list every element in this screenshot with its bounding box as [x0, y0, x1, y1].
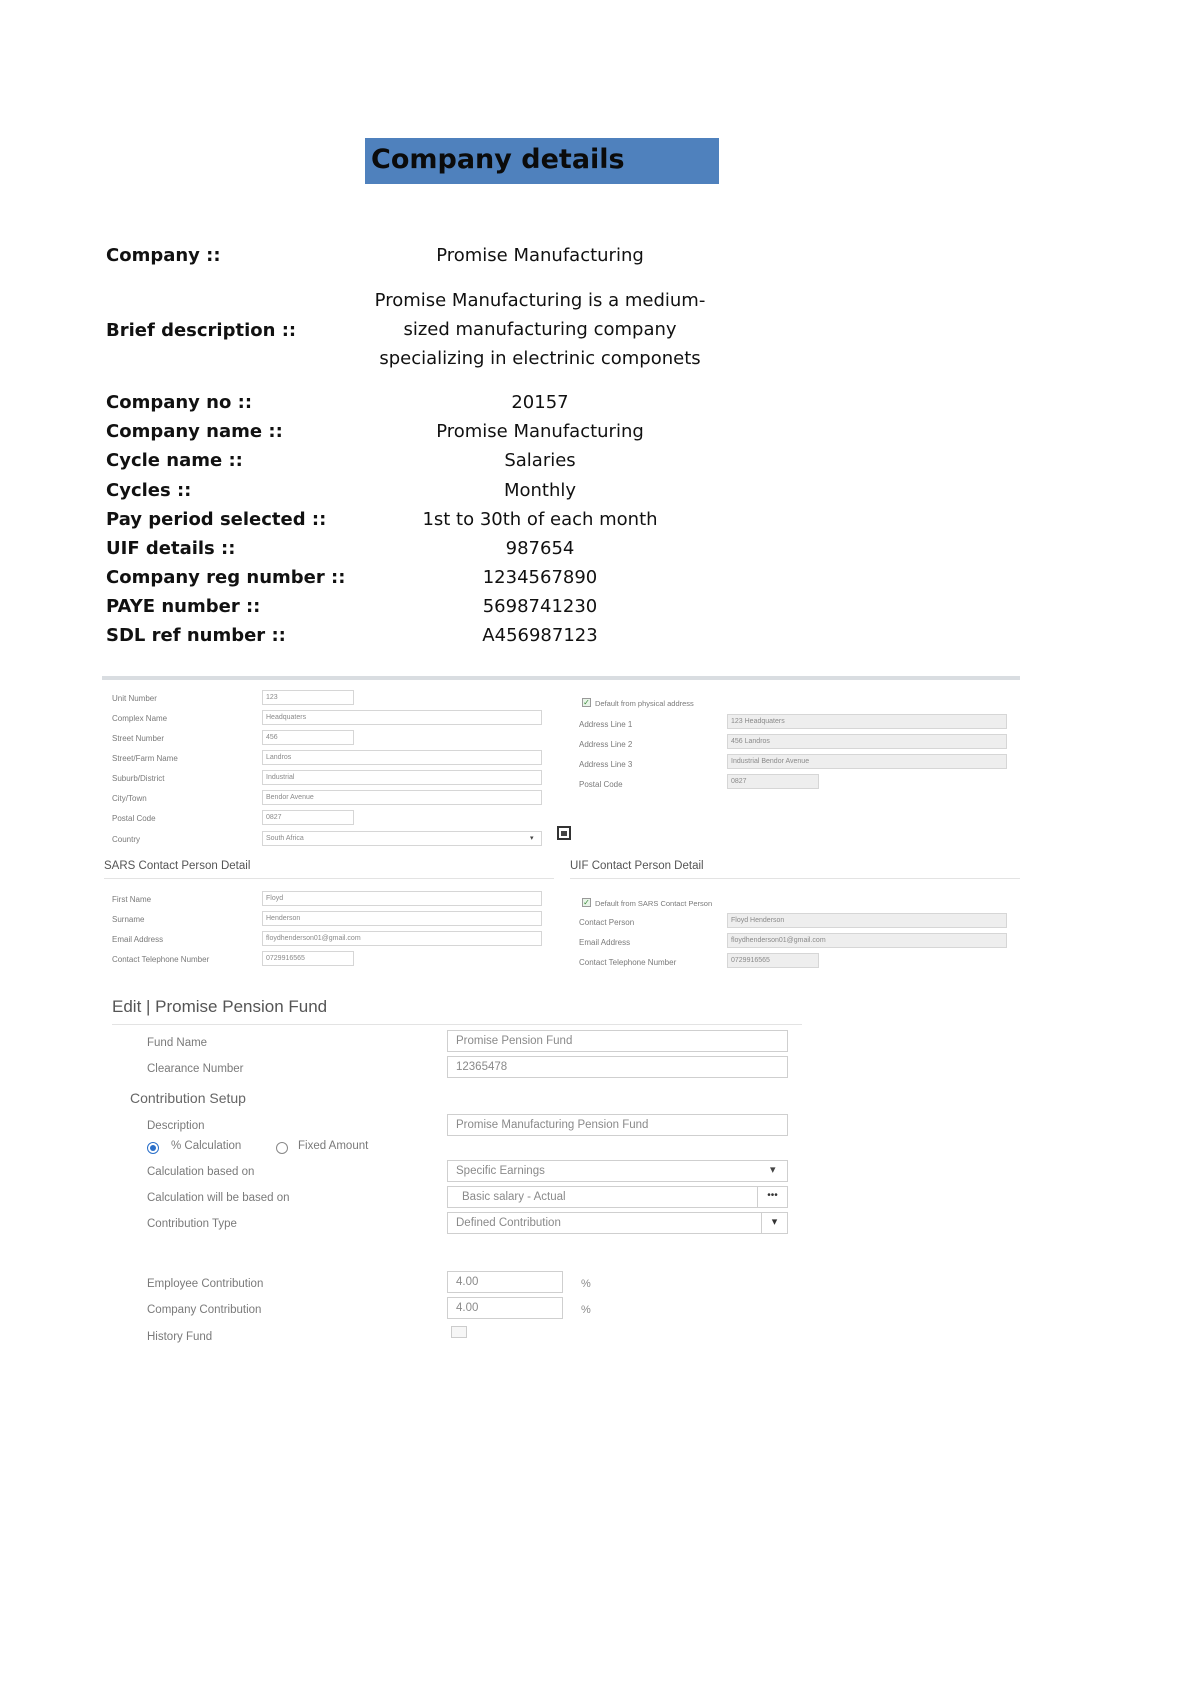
company-percent-sign: %: [581, 1304, 591, 1316]
uif-email-label: Email Address: [579, 938, 631, 947]
cycle-name-label: Cycle name ::: [106, 450, 243, 471]
calendar-icon[interactable]: [557, 826, 571, 840]
sars-first-name-input[interactable]: Floyd: [262, 891, 542, 906]
uif-details-value: 987654: [505, 538, 575, 559]
sars-email-input[interactable]: floydhenderson01@gmail.com: [262, 931, 542, 946]
clearance-number-input[interactable]: 12365478: [447, 1056, 788, 1078]
sars-first-name-label: First Name: [112, 895, 152, 904]
pay-period-label: Pay period selected ::: [106, 509, 327, 530]
uif-phone-label: Contact Telephone Number: [579, 958, 677, 967]
street-number-input[interactable]: 456: [262, 730, 354, 745]
complex-name-input[interactable]: Headquaters: [262, 710, 542, 725]
unit-number-label: Unit Number: [112, 694, 157, 703]
sdl-ref-label: SDL ref number ::: [106, 625, 286, 646]
calc-based-on-select[interactable]: Specific Earnings: [447, 1160, 788, 1182]
history-fund-label: History Fund: [147, 1331, 213, 1343]
uif-phone-input[interactable]: 0729916565: [727, 953, 819, 968]
sars-email-label: Email Address: [112, 935, 164, 944]
sars-phone-input[interactable]: 0729916565: [262, 951, 354, 966]
pension-title-rule: [112, 1024, 802, 1025]
country-select[interactable]: South Africa: [262, 831, 542, 846]
address-line3-input[interactable]: Industrial Bendor Avenue: [727, 754, 1007, 769]
contribution-type-label: Contribution Type: [147, 1218, 237, 1230]
company-name-label: Company name ::: [106, 421, 283, 442]
uif-contact-heading: UIF Contact Person Detail: [570, 860, 704, 872]
percent-calculation-radio[interactable]: [147, 1142, 159, 1154]
company-reg-value: 1234567890: [482, 567, 598, 588]
address-line1-input[interactable]: 123 Headquaters: [727, 714, 1007, 729]
title-banner: [365, 138, 719, 184]
ellipsis-button[interactable]: •••: [757, 1186, 788, 1208]
description-line: sized manufacturing company: [403, 319, 677, 340]
sars-contact-heading: SARS Contact Person Detail: [104, 860, 251, 872]
employee-contribution-input[interactable]: 4.00: [447, 1271, 563, 1293]
company-name-value: Promise Manufacturing: [436, 421, 644, 442]
screenshot-top-border: [102, 676, 1020, 680]
pension-title: Edit | Promise Pension Fund: [112, 997, 328, 1016]
page-title: Company details: [371, 144, 625, 175]
uif-details-label: UIF details ::: [106, 538, 236, 559]
street-number-label: Street Number: [112, 734, 165, 743]
employee-percent-sign: %: [581, 1278, 591, 1290]
description-label: Brief description ::: [106, 320, 297, 341]
clearance-number-label: Clearance Number: [147, 1063, 244, 1075]
company-label: Company ::: [106, 245, 221, 266]
fund-name-label: Fund Name: [147, 1037, 208, 1049]
sars-heading-rule: [104, 878, 554, 879]
employee-contribution-label: Employee Contribution: [147, 1278, 264, 1290]
physical-postal-code-input[interactable]: 0827: [727, 774, 819, 789]
street-farm-label: Street/Farm Name: [112, 754, 178, 763]
address-line2-label: Address Line 2: [579, 740, 633, 749]
uif-heading-rule: [570, 878, 1020, 879]
sars-surname-label: Surname: [112, 915, 145, 924]
fund-name-input[interactable]: Promise Pension Fund: [447, 1030, 788, 1052]
chevron-down-icon[interactable]: ▾: [770, 1164, 776, 1176]
pay-period-value: 1st to 30th of each month: [422, 509, 658, 530]
fixed-amount-radio[interactable]: [276, 1142, 288, 1154]
cycle-name-value: Salaries: [504, 450, 576, 471]
percent-calculation-label: % Calculation: [171, 1140, 242, 1152]
default-physical-label: Default from physical address: [595, 699, 694, 708]
company-contribution-input[interactable]: 4.00: [447, 1297, 563, 1319]
company-reg-label: Company reg number ::: [106, 567, 346, 588]
suburb-input[interactable]: Industrial: [262, 770, 542, 785]
history-fund-checkbox[interactable]: [451, 1326, 467, 1338]
uif-person-label: Contact Person: [579, 918, 635, 927]
default-sars-checkbox[interactable]: ✓: [583, 898, 590, 907]
unit-number-input[interactable]: 123: [262, 690, 354, 705]
country-label: Country: [112, 835, 141, 844]
sars-phone-label: Contact Telephone Number: [112, 955, 210, 964]
suburb-label: Suburb/District: [112, 774, 165, 783]
default-sars-label: Default from SARS Contact Person: [595, 899, 713, 908]
address-line3-label: Address Line 3: [579, 760, 633, 769]
postal-code-label: Postal Code: [112, 814, 156, 823]
paye-number-value: 5698741230: [482, 596, 598, 617]
cycles-value: Monthly: [503, 480, 577, 501]
city-input[interactable]: Bendor Avenue: [262, 790, 542, 805]
sars-surname-input[interactable]: Henderson: [262, 911, 542, 926]
address-line2-input[interactable]: 456 Landros: [727, 734, 1007, 749]
city-label: City/Town: [112, 794, 147, 803]
chevron-down-icon[interactable]: ▾: [530, 835, 534, 842]
chevron-down-icon[interactable]: ▾: [761, 1212, 788, 1234]
fixed-amount-label: Fixed Amount: [298, 1140, 369, 1152]
uif-person-input[interactable]: Floyd Henderson: [727, 913, 1007, 928]
calc-will-be-based-input[interactable]: Basic salary - Actual: [447, 1186, 758, 1208]
description-line: specializing in electrinic componets: [379, 348, 701, 369]
cycles-label: Cycles ::: [106, 480, 192, 501]
default-physical-checkbox[interactable]: ✓: [583, 698, 590, 707]
calc-based-on-label: Calculation based on: [147, 1166, 255, 1178]
pension-description-label: Description: [147, 1120, 205, 1132]
contribution-setup-heading: Contribution Setup: [130, 1090, 246, 1106]
uif-email-input[interactable]: floydhenderson01@gmail.com: [727, 933, 1007, 948]
company-no-label: Company no ::: [106, 392, 253, 413]
company-value: Promise Manufacturing: [436, 245, 644, 266]
company-contribution-label: Company Contribution: [147, 1304, 262, 1316]
physical-postal-code-label: Postal Code: [579, 780, 623, 789]
pension-description-input[interactable]: Promise Manufacturing Pension Fund: [447, 1114, 788, 1136]
sdl-ref-value: A456987123: [482, 625, 598, 646]
contribution-type-select[interactable]: Defined Contribution: [447, 1212, 762, 1234]
paye-number-label: PAYE number ::: [106, 596, 261, 617]
postal-code-input[interactable]: 0827: [262, 810, 354, 825]
street-farm-input[interactable]: Landros: [262, 750, 542, 765]
description-line: Promise Manufacturing is a medium-: [374, 290, 706, 311]
address-line1-label: Address Line 1: [579, 720, 633, 729]
calc-will-be-based-label: Calculation will be based on: [147, 1192, 290, 1204]
company-no-value: 20157: [511, 392, 569, 413]
complex-name-label: Complex Name: [112, 714, 168, 723]
